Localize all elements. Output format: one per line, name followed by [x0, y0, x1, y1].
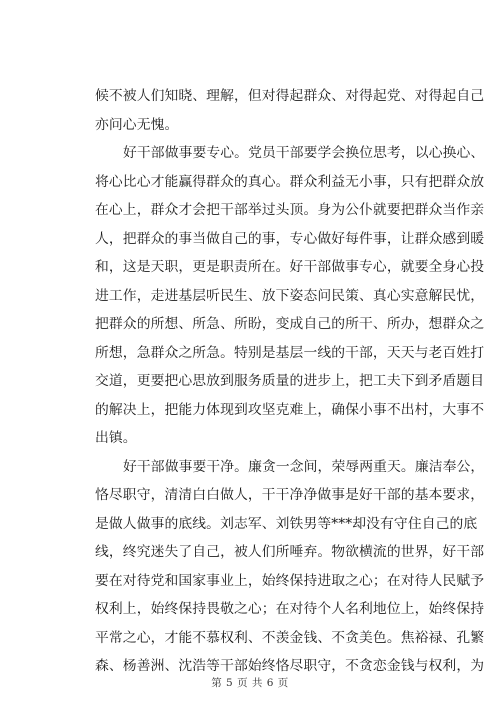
text-line: 所想，急群众之所急。特别是基层一线的干部，天天与老百姓打 — [95, 344, 485, 361]
paragraph — [95, 139, 485, 453]
text-line: 平常之心，才能不慕权利、不羡金钱、不贪美色。焦裕禄、孔繁 — [95, 629, 485, 646]
text-line: 将心比心才能赢得群众的真心。群众利益无小事，只有把群众放 — [95, 173, 485, 190]
text-line: 出镇。 — [95, 430, 137, 446]
body-text — [95, 82, 485, 681]
text-line: 的解决上，把能力体现到攻坚克难上，确保小事不出村，大事不 — [95, 401, 485, 418]
text-line: 把群众的所想、所急、所盼，变成自己的所干、所办，想群众之 — [95, 316, 485, 332]
text-line: 交道，更要把心思放到服务质量的进步上，把工夫下到矛盾题目 — [95, 373, 485, 389]
text-line: 恪尽职守，清清白白做人，干干净净做事是好干部的基本要求， — [95, 487, 485, 503]
text-line: 好干部做事要专心。党员干部要学会换位思考，以心换心、 — [123, 145, 485, 161]
text-line: 和，这是天职，更是职责所在。好干部做事专心，就要全身心投 — [95, 259, 485, 275]
text-line: 是做人做事的底线。刘志军、刘铁男等***却没有守住自己的底 — [95, 515, 478, 532]
paragraph — [95, 82, 485, 139]
text-line: 要在对待党和国家事业上，始终保持进取之心；在对待人民赋予 — [95, 572, 485, 589]
text-line: 好干部做事要干净。廉贪一念间，荣辱两重天。廉洁奉公， — [123, 458, 485, 475]
text-line: 在心上，群众才会把干部举过头顶。身为公仆就要把群众当作亲 — [95, 202, 485, 218]
text-line: 进工作，走进基层听民生、放下姿态问民策、真心实意解民忧， — [95, 287, 485, 304]
text-line: 亦问心无愧。 — [95, 116, 179, 133]
text-line: 候不被人们知晓、理解，但对得起群众、对得起党、对得起自己 — [95, 88, 485, 104]
page-footer: 第 5 页 共 6 页 — [211, 677, 289, 689]
text-line: 权利上，始终保持畏敬之心；在对待个人名利地位上，始终保持 — [95, 601, 485, 617]
text-line: 人，把群众的事当做自己的事，专心做好每件事，让群众感到暖 — [95, 230, 485, 247]
text-line: 线，终究迷失了自己，被人们所唾弃。物欲横流的世界，好干部 — [95, 544, 485, 560]
text-line: 森、杨善洲、沈浩等干部始终恪尽职守，不贪恋金钱与权利，为 — [95, 658, 485, 674]
paragraph — [95, 453, 485, 681]
